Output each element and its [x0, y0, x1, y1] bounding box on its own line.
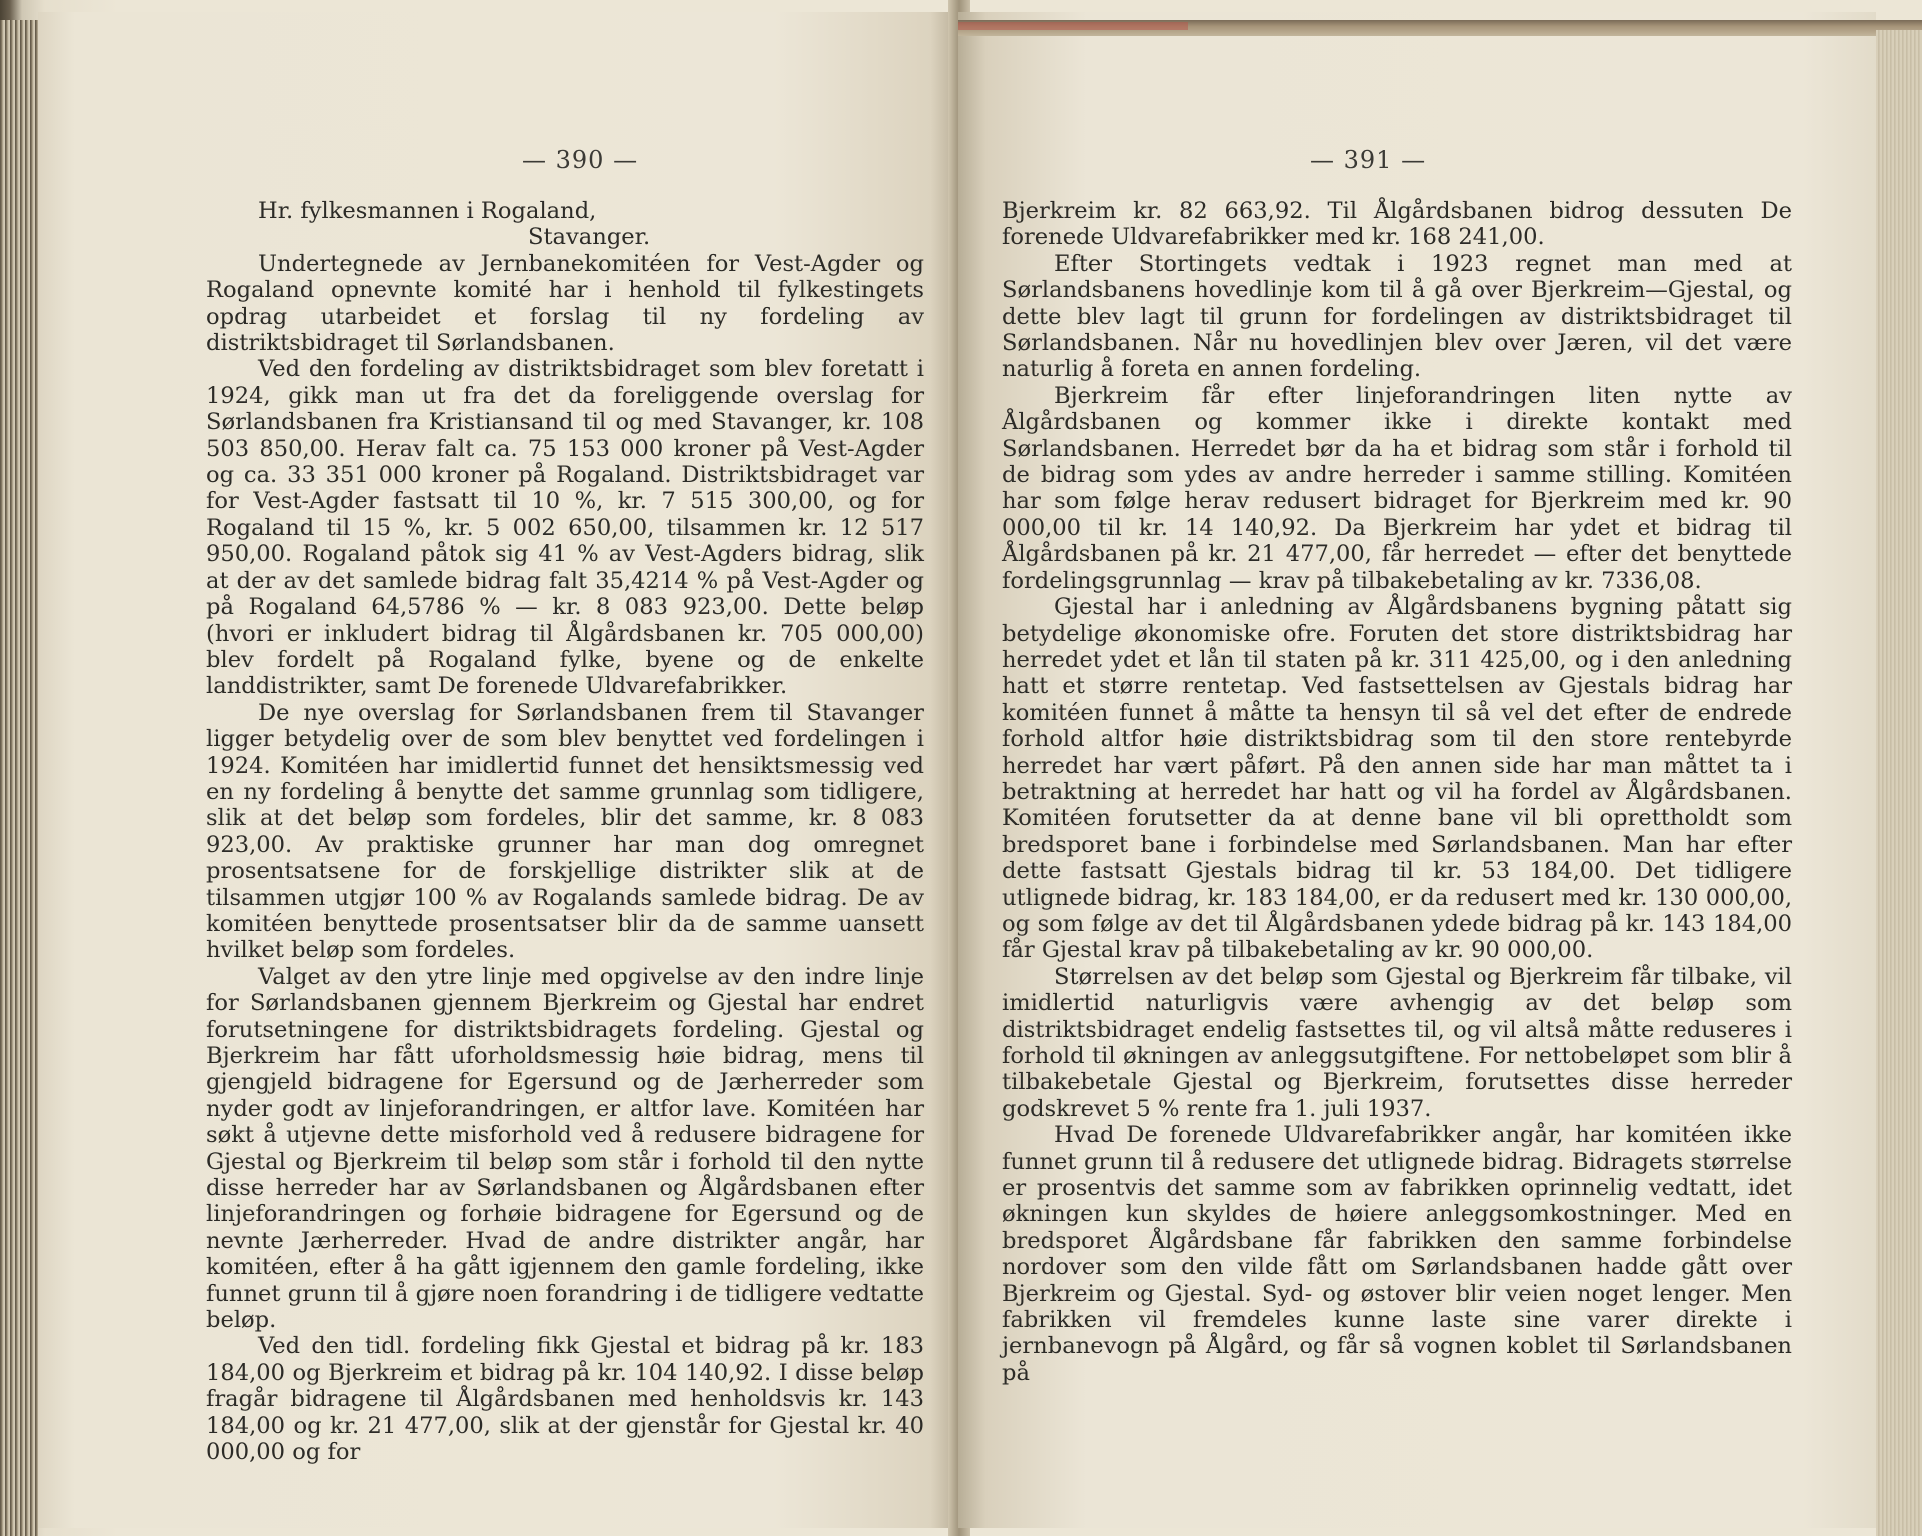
right-page — [958, 12, 1876, 1528]
paragraph: Ved den tidl. fordeling fikk Gjestal et bidrag på kr. 183 184,00 og Bjerkreim et bidrag på kr. 104 140,92. I disse beløp fragår bidragene til Ålgårdsbanen med henholdsvis kr. 143 184,00 og kr. 21 477,00, slik at der gjenstår for Gjestal kr. 40 000,00 og for — [206, 1333, 924, 1466]
paragraph: Ved den fordeling av distriktsbidraget som blev foretatt i 1924, gikk man ut fra det da foreliggende overslag for Sørlandsbanen fra Kristiansand til og med Stavanger, kr. 108 503 850,00. Herav falt ca. 75 153 000 kroner på Vest-Agder og ca. 33 351 000 kroner på Rogaland. Distriktsbidraget var for Vest-Agder fastsatt til 10 %, kr. 7 515 300,00, og for Rogaland til 15 %, kr. 5 002 650,00, tilsammen kr. 12 517 950,00. Rogaland påtok sig 41 % av Vest-Agders bidrag, slik at der av det samlede bidrag falt 35,4214 % på Vest-Agder og på Rogaland 64,5786 % — kr. 8 083 923,00. Dette beløp (hvori er inkludert bidrag til Ålgårdsbanen kr. 705 000,00) blev fordelt på Rogaland fylke, byene og de enkelte landdistrikter, samt De forenede Uldvarefabrikker. — [206, 356, 924, 700]
paragraph: Hvad De forenede Uldvarefabrikker angår, har komitéen ikke funnet grunn til å redusere det utlignede bidrag. Bidragets størrelse er prosentvis det samme som av fabrikken oprinnelig vedtatt, idet økningen kun skyldes de høiere anleggsomkostninger. Med en bredsporet Ålgårdsbane får fabrikken den samme forbindelse nordover som den vilde fått om Sørlandsbanen hadde gått over Bjerkreim og Gjestal. Syd- og østover blir veien noget lenger. Men fabrikken vil fremdeles kunne laste sine varer direkte i jernbanevogn på Ålgård, og får så vognen koblet til Sørlandsbanen på — [1002, 1122, 1792, 1386]
paragraph: Størrelsen av det beløp som Gjestal og Bjerkreim får tilbake, vil imidlertid naturligvis være avhengig av det beløp som distriktsbidraget endelig fastsettes til, og vil altså måtte reduseres i forhold til økningen av anleggsutgiftene. For nettobeløpet som blir å tilbakebetale Gjestal og Bjerkreim, forutsettes disse herreder godskrevet 5 % rente fra 1. juli 1937. — [1002, 963, 1792, 1122]
paragraph: Gjestal har i anledning av Ålgårdsbanens bygning påtatt sig betydelige økonomiske ofre. Foruten det store distriktsbidrag har herredet ydet et lån til staten på kr. 311 425,00, og i den anledning hatt et større rentetap. Ved fastsettelsen av Gjestals bidrag har komitéen funnet å måtte ta hensyn til så vel det efter de endrede forhold altfor høie distriktsbidrag som til den store rentebyrde herredet har vært påført. På den annen side har man måttet ta i betraktning at herredet har hatt og vil ha fordel av Ålgårdsbanen. Komitéen forutsetter da at denne bane vil bli oprettholdt som bredsporet bane i forbindelse med Sørlandsbanen. Man har efter dette fastsatt Gjestals bidrag til kr. 53 184,00. Det tidligere utlignede bidrag, kr. 183 184,00, er da redusert med kr. 130 000,00, og som følge av det til Ålgårdsbanen ydede bidrag på kr. 143 184,00 får Gjestal krav på tilbakebetaling av kr. 90 000,00. — [1002, 594, 1792, 964]
page-number-390: — 390 — — [522, 146, 639, 174]
paragraph: Efter Stortingets vedtak i 1923 regnet man med at Sørlandsbanens hovedlinje kom til å gå over Bjerkreim—Gjestal, og dette blev lagt til grunn for fordelingen av distriktsbidraget til Sørlandsbanen. Når nu hovedlinjen blev over Jæren, vil det være naturlig å foreta en annen fordeling. — [1002, 250, 1792, 383]
right-page-text — [1002, 198, 1792, 1386]
paragraph: De nye overslag for Sørlandsbanen frem til Stavanger ligger betydelig over de som blev benyttet ved fordelingen i 1924. Komitéen har imidlertid funnet det hensiktsmessig ved en ny fordeling å benytte det samme grunnlag som tidligere, slik at det beløp som fordeles, blir det samme, kr. 8 083 923,00. Av praktiske grunner har man dog omregnet prosentsatsene for de forskjellige distrikter slik at de tilsammen utgjør 100 % av Rogalands samlede bidrag. De av komitéen benyttede prosentsatser blir da de samme uansett hvilket beløp som fordeles. — [206, 699, 924, 964]
salutation: Hr. fylkesmannen i Rogaland, — [258, 198, 597, 224]
paragraph: Valget av den ytre linje med opgivelse av den indre linje for Sørlandsbanen gjennem Bjerkreim og Gjestal har endret forutsetningene for distriktsbidragets fordeling. Gjestal og Bjerkreim har fått uforholdsmessig høie bidrag, mens til gjengjeld bidragene for Egersund og de Jærherreder som nyder godt av linjeforandringen, er altfor lave. Komitéen har søkt å utjevne dette misforhold ved å redusere bidragene for Gjestal og Bjerkreim til beløp som står i forhold til den nytte disse herreder har av Sørlandsbanen og Ålgårdsbanen efter linjeforandringen og forhøie bidragene for Egersund og de nevnte Jærherreder. Hvad de andre distrikter angår, har komitéen, efter å ha gått igjennem den gamle fordeling, ikke funnet grunn til å gjøre noen forandring i de tidligere vedtatte beløp. — [206, 963, 924, 1334]
left-page-edges — [0, 20, 38, 1536]
paragraph: Bjerkreim får efter linjeforandringen liten nytte av Ålgårdsbanen og kommer ikke i direkte kontakt med Sørlandsbanen. Herredet bør da ha et bidrag som står i forhold til de bidrag som ydes av andre herreder i samme stilling. Komitéen har som følge herav redusert bidraget for Bjerkreim med kr. 90 000,00 til kr. 14 140,92. Da Bjerkreim har ydet et bidrag til Ålgårdsbanen på kr. 21 477,00, får herredet — efter det benyttede fordelingsgrunnlag — krav på tilbakebetaling av kr. 7336,08. — [1002, 382, 1792, 594]
paragraph: Undertegnede av Jernbanekomitéen for Vest-Agder og Rogaland opnevnte komité har i henhold til fylkestingets opdrag utarbeidet et forslag til ny fordeling av distriktsbidraget til Sørlandsbanen. — [206, 250, 924, 357]
right-page-edges — [1876, 30, 1922, 1536]
salutation-city: Stavanger. — [528, 224, 651, 251]
left-page-text — [206, 198, 924, 1466]
continuation-paragraph: Bjerkreim kr. 82 663,92. Til Ålgårdsbanen bidrog dessuten De forenede Uldvarefabrikker med kr. 168 241,00. — [1002, 198, 1792, 251]
binding-color-mark — [958, 22, 1188, 30]
left-page — [38, 12, 958, 1528]
page-number-391: — 391 — — [1310, 146, 1427, 174]
